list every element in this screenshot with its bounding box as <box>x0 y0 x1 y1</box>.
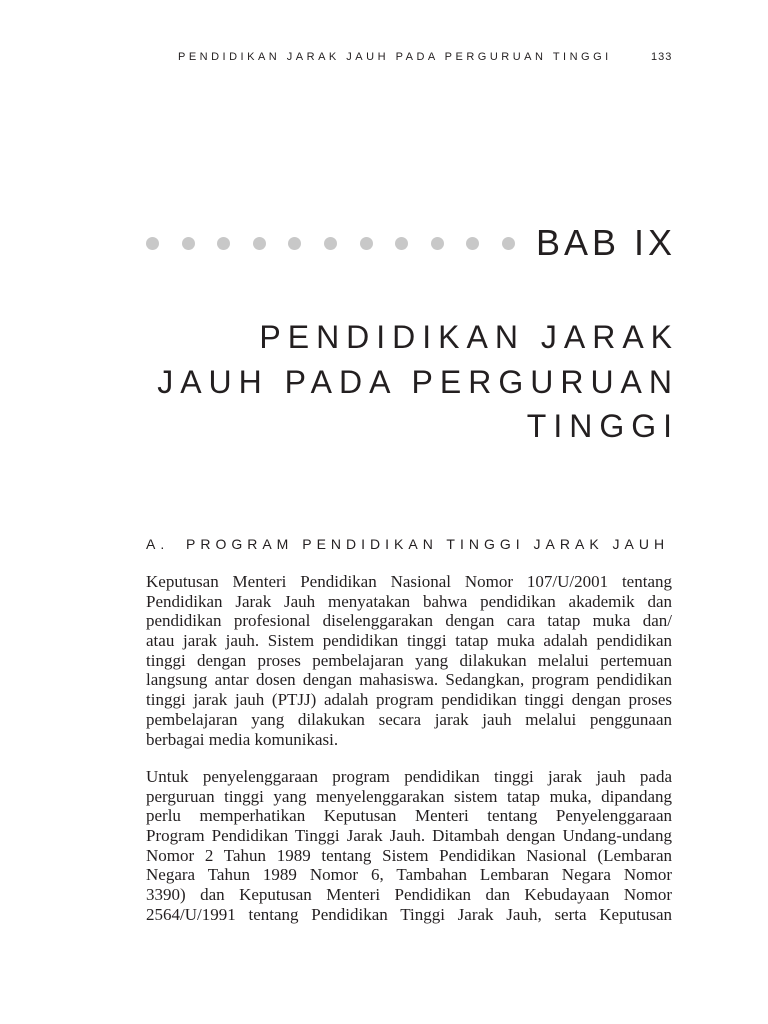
paragraph-line: pembelajaran yang dilakukan secara jarak jauh melalui penggunaan <box>146 709 672 729</box>
paragraph-line: perlu memperhatikan Keputusan Menteri tentang Penyelenggaraan <box>146 806 672 826</box>
paragraph-line: tinggi jarak jauh (PTJJ) adalah program pendidikan tinggi dengan proses <box>146 690 672 710</box>
ornament-dot <box>182 237 195 250</box>
body-paragraph <box>146 767 672 925</box>
ornament-dot <box>502 237 515 250</box>
paragraph-line: tinggi dengan proses pembelajaran yang dilakukan melalui pertemuan <box>146 650 672 670</box>
section-marker: A. <box>146 536 170 552</box>
ornament-dot <box>146 237 159 250</box>
ornament-dot <box>395 237 408 250</box>
chapter-title <box>157 315 679 449</box>
paragraph-line: 3390) dan Keputusan Menteri Pendidikan dan Kebudayaan Nomor <box>146 885 672 905</box>
ornament-dot <box>253 237 266 250</box>
paragraph-line: Keputusan Menteri Pendidikan Nasional Nomor 107/U/2001 tentang <box>146 572 672 591</box>
chapter-ornament-dots <box>146 237 515 250</box>
paragraph-line: Pendidikan Jarak Jauh menyatakan bahwa pendidikan akademik dan <box>146 591 672 611</box>
ornament-dot <box>431 237 444 250</box>
paragraph-line: 2564/U/1991 tentang Pendidikan Tinggi Jarak Jauh, serta Keputusan <box>146 904 672 924</box>
chapter-title-line: TINGGI <box>526 408 679 444</box>
body-paragraph <box>146 572 672 749</box>
paragraph-line: Untuk penyelenggaraan program pendidikan tinggi jarak jauh pada <box>146 767 672 786</box>
paragraph-line: atau jarak jauh. Sistem pendidikan tinggi tatap muka adalah pendidikan <box>146 631 672 651</box>
paragraph-line: Negara Tahun 1989 Nomor 6, Tambahan Lembaran Negara Nomor <box>146 865 672 885</box>
chapter-label: BAB IX <box>535 222 676 263</box>
paragraph-line: langsung antar dosen dengan mahasiswa. Sedangkan, program pendidikan <box>146 670 672 690</box>
ornament-dot <box>466 237 479 250</box>
section-heading: PROGRAM PENDIDIKAN TINGGI JARAK JAUH <box>186 536 670 552</box>
paragraph-line: perguruan tinggi yang menyelenggarakan sistem tatap muka, dipandang <box>146 786 672 806</box>
chapter-title-line: JAUH PADA PERGURUAN <box>157 363 679 400</box>
ornament-dot <box>288 237 301 250</box>
page-number: 133 <box>651 51 673 63</box>
paragraph-line: pendidikan profesional diselenggarakan dengan cara tatap muka dan/ <box>146 611 672 631</box>
paragraph-line: berbagai media komunikasi. <box>146 729 339 749</box>
running-header-title: PENDIDIKAN JARAK JAUH PADA PERGURUAN TINGGI <box>178 51 612 63</box>
chapter-title-line: PENDIDIKAN JARAK <box>259 319 679 355</box>
paragraph-line: Nomor 2 Tahun 1989 tentang Sistem Pendidikan Nasional (Lembaran <box>146 845 672 865</box>
ornament-dot <box>324 237 337 250</box>
ornament-dot <box>217 237 230 250</box>
paragraph-line: Program Pendidikan Tinggi Jarak Jauh. Ditambah dengan Undang-undang <box>146 826 672 846</box>
ornament-dot <box>360 237 373 250</box>
